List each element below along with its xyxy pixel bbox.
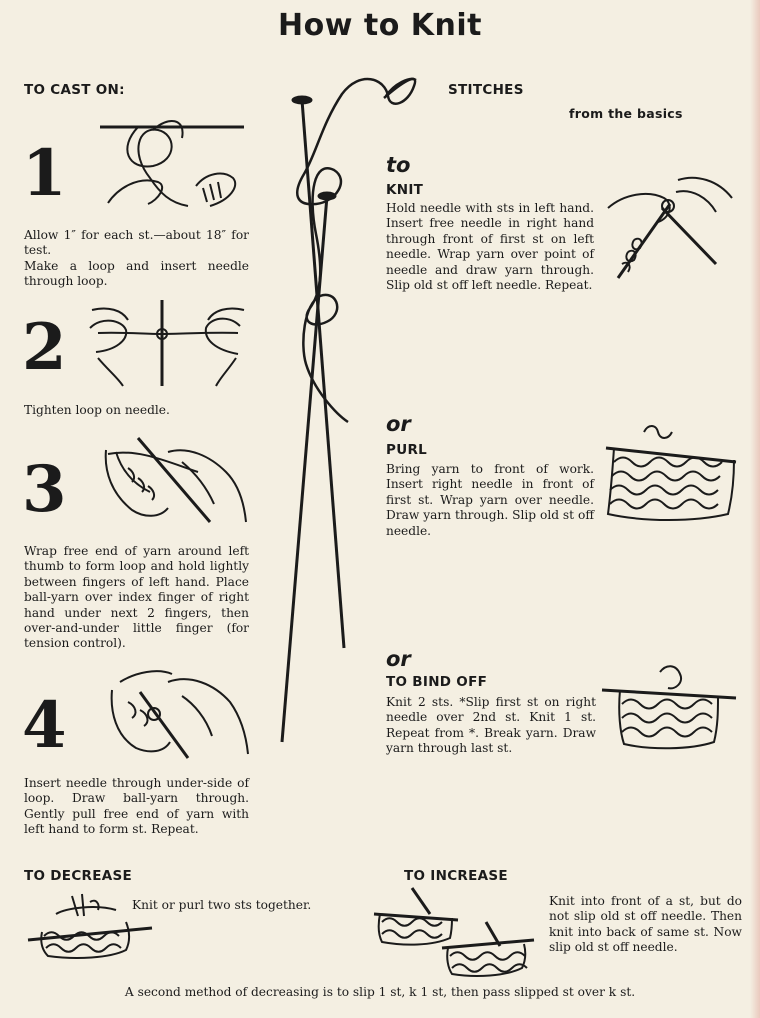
page-title: How to Knit [277,8,482,43]
purl-stitch-illustration [604,418,740,524]
cast-on-step-1-illustration [98,108,248,213]
step-3-number: 3 [22,452,67,527]
page-edge [750,0,760,1018]
decrease-illustration [26,892,156,962]
step-1-text [24,228,249,290]
knit-text: Hold needle with sts in left hand. Insert free needle in right hand through front of first st on left needle. Wrap yarn over point of needle and draw yarn through. Slip old st off left needle. Repeat. [386,201,594,293]
step-3-text [24,544,249,652]
increase-heading: TO INCREASE [404,868,508,884]
footer-note: A second method of decreasing is to slip 1 st, k 1 st, then pass slipped st over k st. [124,985,636,999]
purl-connector: or [386,412,411,436]
knit-stitch-illustration [604,168,736,283]
decrease-heading: TO DECREASE [24,868,133,884]
cast-on-step-4-illustration [106,662,251,762]
cast-on-step-3-illustration [98,432,250,527]
step-2-text-line-1: Tighten loop on needle. [24,403,170,417]
step-4-number: 4 [22,688,67,763]
bind-off-connector: or [386,647,411,671]
knit-connector: to [386,153,411,177]
step-2-text [24,403,249,418]
increase-text: Knit into front of a st, but do not slip old st off needle. Then knit into back of same st. Now slip old st off needle. [549,894,742,955]
step-4-text [24,776,249,838]
bind-off-heading: TO BIND OFF [386,674,488,690]
decrease-text: Knit or purl two sts together. [132,898,312,912]
bind-off-illustration [600,662,740,752]
step-1-text-line-1: Allow 1″ for each st.—about 18″ for test. [24,228,249,258]
step-3-text-line-1: Wrap free end of yarn around left thumb to form loop and hold lightly between fingers of left hand. Place ball-yarn over index finger of right hand under next 2 fingers, then over-and-under little finger (for tension control). [24,544,249,651]
bind-off-text: Knit 2 sts. *Slip first st on right needle over 2nd st. Knit 1 st. Repeat from *. Break yarn. Draw yarn through last st. [386,695,596,756]
knit-heading: KNIT [386,182,424,198]
purl-text: Bring yarn to front of work. Insert right needle in front of first st. Wrap yarn over needle. Draw yarn through. Slip old st off needle. [386,462,594,538]
cast-on-heading: TO CAST ON: [24,82,125,98]
cast-on-step-2-illustration [88,298,248,390]
increase-illustration [372,884,540,980]
step-1-text-line-2: Make a loop and insert needle through loop. [24,258,249,289]
step-1-number: 1 [22,136,67,211]
stitches-heading: STITCHES [448,82,524,98]
stitches-subheading: from the basics [569,106,683,121]
purl-heading: PURL [386,442,428,458]
step-4-text-line-1: Insert needle through under-side of loop. Draw ball-yarn through. Gently pull free end of yarn with left hand to form st. Repeat. [24,776,249,837]
step-2-number: 2 [22,310,67,385]
